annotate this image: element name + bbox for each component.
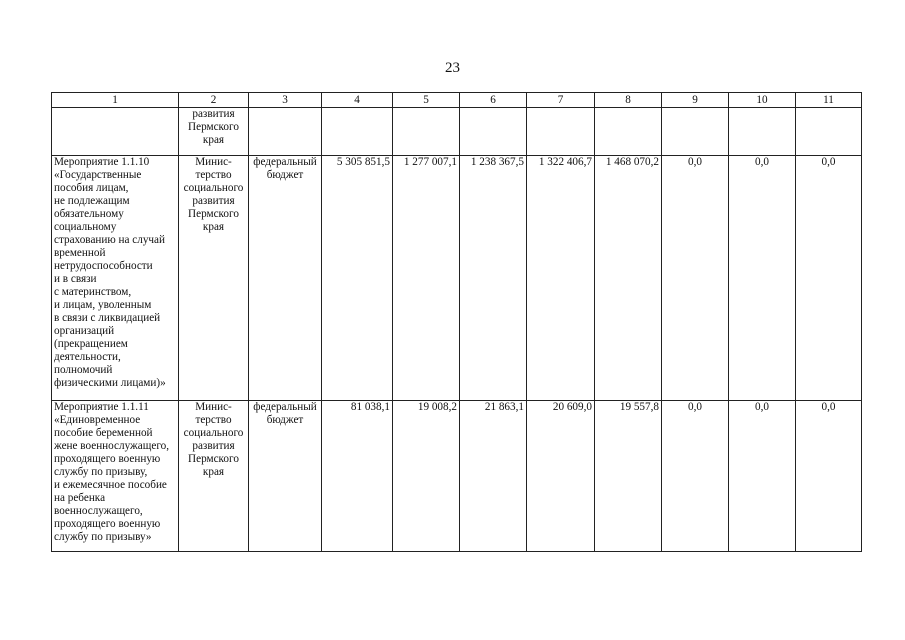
- value-cell: 0,0: [796, 401, 862, 552]
- empty-cell: [52, 108, 179, 156]
- value-cell: 19 557,8: [595, 401, 662, 552]
- name-line: социальному: [54, 221, 117, 233]
- source-line: федеральный: [253, 401, 317, 413]
- source-line: федеральный: [253, 156, 317, 168]
- name-line: «Государственные: [54, 169, 142, 181]
- executor-line: социального: [183, 427, 244, 439]
- name-line: Мероприятие 1.1.10: [54, 156, 150, 168]
- table-row: [52, 156, 862, 401]
- header-cell: 11: [796, 93, 862, 108]
- executor-line: социального: [183, 182, 244, 194]
- value-cell: 0,0: [662, 401, 729, 552]
- executor-line: Пермского: [188, 121, 239, 133]
- executor-line: Минис-: [195, 401, 232, 413]
- name-line: не подлежащим: [54, 195, 130, 207]
- name-line: физическими лицами)»: [54, 377, 166, 389]
- executor-line: развития: [192, 195, 235, 207]
- name-line: Мероприятие 1.1.11: [54, 401, 149, 413]
- empty-cell: [595, 108, 662, 156]
- value-cell: 5 305 851,5: [322, 156, 393, 401]
- name-line: с материнством,: [54, 286, 132, 298]
- executor-line: Пермского: [188, 208, 239, 220]
- executor-line: края: [202, 134, 225, 146]
- header-cell: 3: [249, 93, 322, 108]
- header-cell: 4: [322, 93, 393, 108]
- empty-cell: [249, 108, 322, 156]
- empty-cell: [393, 108, 460, 156]
- measure-name-cell: [52, 401, 179, 552]
- name-line: нетрудоспособности: [54, 260, 153, 272]
- name-line: и лицам, уволенным: [54, 299, 152, 311]
- name-line: полномочий: [54, 364, 113, 376]
- executor-cell: [179, 156, 249, 401]
- name-line: проходящего военную: [54, 518, 161, 530]
- name-line: и в связи: [54, 273, 97, 285]
- name-line: в связи с ликвидацией: [54, 312, 161, 324]
- header-cell: 8: [595, 93, 662, 108]
- measure-name-cell: [52, 156, 179, 401]
- value-cell: 0,0: [796, 156, 862, 401]
- name-line: пособия лицам,: [54, 182, 129, 194]
- source-cell: [249, 401, 322, 552]
- executor-line: терство: [195, 169, 232, 181]
- header-cell: 9: [662, 93, 729, 108]
- value-cell: 20 609,0: [527, 401, 595, 552]
- name-line: и ежемесячное пособие: [54, 479, 167, 491]
- executor-line: края: [202, 466, 225, 478]
- value-cell: 81 038,1: [322, 401, 393, 552]
- source-line: бюджет: [266, 414, 304, 426]
- empty-cell: [662, 108, 729, 156]
- name-line: организаций: [54, 325, 115, 337]
- value-cell: 1 238 367,5: [460, 156, 527, 401]
- value-cell: 1 322 406,7: [527, 156, 595, 401]
- name-line: службу по призыву»: [54, 531, 152, 543]
- value-cell: 1 277 007,1: [393, 156, 460, 401]
- empty-cell: [729, 108, 796, 156]
- header-cell: 7: [527, 93, 595, 108]
- value-cell: 0,0: [729, 401, 796, 552]
- page-number: 23: [445, 60, 460, 76]
- source-cell: [249, 156, 322, 401]
- executor-line: Пермского: [188, 453, 239, 465]
- budget-table: [51, 92, 862, 552]
- executor-line: развития: [192, 440, 235, 452]
- name-line: военнослужащего,: [54, 505, 143, 517]
- executor-cell: [179, 401, 249, 552]
- name-line: деятельности,: [54, 351, 121, 363]
- value-cell: 0,0: [662, 156, 729, 401]
- name-line: временной: [54, 247, 106, 259]
- source-line: бюджет: [266, 169, 304, 181]
- table-row: [52, 401, 862, 552]
- name-line: пособие беременной: [54, 427, 153, 439]
- value-cell: 0,0: [729, 156, 796, 401]
- value-cell: 21 863,1: [460, 401, 527, 552]
- executor-line: развития: [192, 108, 235, 120]
- header-cell: 6: [460, 93, 527, 108]
- empty-cell: [796, 108, 862, 156]
- header-cell: 10: [729, 93, 796, 108]
- executor-line: терство: [195, 414, 232, 426]
- header-cell: 2: [179, 93, 249, 108]
- header-row: [52, 93, 862, 108]
- continuation-row: [52, 108, 862, 156]
- name-line: «Единовременное: [54, 414, 141, 426]
- executor-line: края: [202, 221, 225, 233]
- name-line: жене военнослужащего,: [54, 440, 170, 452]
- executor-cell: [179, 108, 249, 156]
- value-cell: 1 468 070,2: [595, 156, 662, 401]
- name-line: проходящего военную: [54, 453, 161, 465]
- value-cell: 19 008,2: [393, 401, 460, 552]
- name-line: службу по призыву,: [54, 466, 148, 478]
- empty-cell: [460, 108, 527, 156]
- name-line: обязательному: [54, 208, 124, 220]
- empty-cell: [527, 108, 595, 156]
- name-line: (прекращением: [54, 338, 128, 350]
- name-line: страхованию на случай: [54, 234, 166, 246]
- name-line: на ребенка: [54, 492, 106, 504]
- executor-line: Минис-: [195, 156, 232, 168]
- empty-cell: [322, 108, 393, 156]
- header-cell: 1: [52, 93, 179, 108]
- header-cell: 5: [393, 93, 460, 108]
